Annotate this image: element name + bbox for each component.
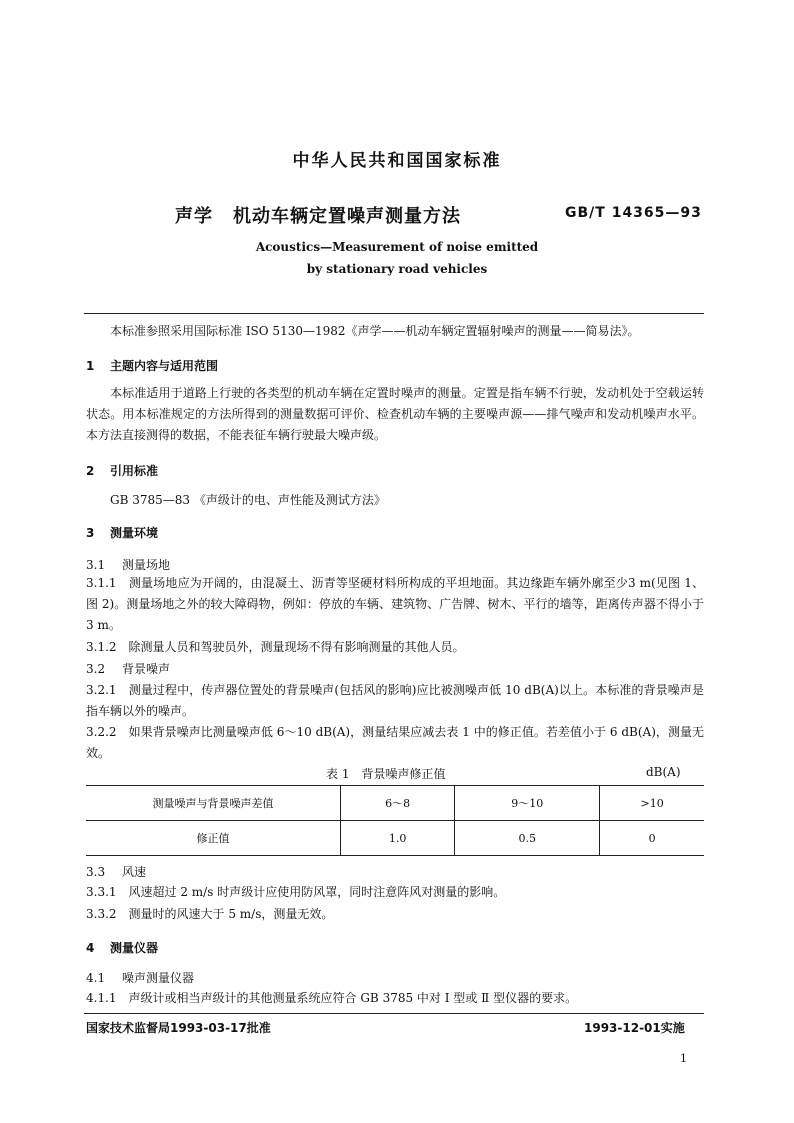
title-part-b: 机动车辆定置噪声测量方法 xyxy=(233,206,461,227)
subsection-3-3-heading xyxy=(86,863,146,880)
intro-paragraph: 本标准参照采用国际标准 ISO 5130—1982《声学——机动车辆定置辐射噪声的测量——简易法》。 xyxy=(110,324,640,338)
clause-3-2-2: 3.2.2 如果背景噪声比测量噪声低 6～10 dB(A)，测量结果应减去表 1 中的修正值。若差值小于 6 dB(A)，测量无效。 xyxy=(86,725,704,760)
subsection-number: 3.1 xyxy=(86,558,106,572)
referenced-standard: GB 3785—83 《声级计的电、声性能及测试方法》 xyxy=(110,493,386,507)
subsection-title: 背景噪声 xyxy=(122,662,171,676)
section-number: 3 xyxy=(86,526,95,540)
clause-4-1-1: 4.1.1 声级计或相当声级计的其他测量系统应符合 GB 3785 中对 Ⅰ 型或 Ⅱ 型仪器的要求。 xyxy=(86,991,578,1005)
standard-code: GB/T 14365—93 xyxy=(565,205,702,221)
section-title: 测量仪器 xyxy=(110,941,159,955)
section-3-heading xyxy=(86,524,158,541)
table-cell: 6～8 xyxy=(341,786,455,821)
section-number: 4 xyxy=(86,941,95,955)
section-2-heading xyxy=(86,462,158,479)
table-cell: 9～10 xyxy=(455,786,600,821)
table-cell: 1.0 xyxy=(341,821,455,856)
section-title: 测量环境 xyxy=(110,526,159,540)
section-title: 主题内容与适用范围 xyxy=(110,359,219,373)
section-4-heading xyxy=(86,939,158,956)
table-cell: 测量噪声与背景噪声差值 xyxy=(86,786,341,821)
subsection-number: 3.2 xyxy=(86,662,106,676)
subsection-4-1-heading xyxy=(86,969,194,986)
table-1-caption: 表 1 背景噪声修正值 xyxy=(326,767,446,781)
section-number: 2 xyxy=(86,464,95,478)
subsection-title: 噪声测量仪器 xyxy=(122,971,195,985)
table-row xyxy=(86,821,704,856)
english-title-line2: by stationary road vehicles xyxy=(306,262,488,276)
table-row xyxy=(86,786,704,821)
clause-3-1-1: 3.1.1 测量场地应为开阔的，由混凝土、沥青等坚硬材料所构成的平坦地面。其边缘距车辆外廓至少3 m(见图 1、图 2)。测量场地之外的较大障碍物，例如：停放的车辆、建筑物、广告牌、树木、平行的墙等，距离传声器不得小于 3 m。 xyxy=(86,576,704,632)
table-1-unit: dB(A) xyxy=(646,765,681,779)
table-cell: 0.5 xyxy=(455,821,600,856)
table-cell: 修正值 xyxy=(86,821,341,856)
clause-3-3-1: 3.3.1 风速超过 2 m/s 时声级计应使用防风罩，同时注意阵风对测量的影响。 xyxy=(86,885,506,899)
subsection-3-2-heading xyxy=(86,660,170,677)
document-title xyxy=(175,202,461,228)
section-title: 引用标准 xyxy=(110,464,159,478)
english-title-line1: Acoustics—Measurement of noise emitted xyxy=(255,240,539,254)
clause-3-1-2: 3.1.2 除测量人员和驾驶员外，测量现场不得有影响测量的其他人员。 xyxy=(86,640,465,654)
section-number: 1 xyxy=(86,359,95,373)
approval-info: 国家技术监督局1993-03-17批准 xyxy=(86,1021,271,1035)
section-1-heading xyxy=(86,357,218,374)
subsection-title: 风速 xyxy=(122,865,147,879)
clause-3-3-2: 3.3.2 测量时的风速大于 5 m/s，测量无效。 xyxy=(86,907,334,921)
subsection-number: 4.1 xyxy=(86,971,106,985)
effective-date: 1993-12-01实施 xyxy=(584,1021,685,1035)
clause-3-2-1: 3.2.1 测量过程中，传声器位置处的背景噪声(包括风的影响)应比被测噪声低 10 dB(A)以上。本标准的背景噪声是指车辆以外的噪声。 xyxy=(86,683,704,718)
table-cell: 0 xyxy=(600,821,704,856)
table-cell: >10 xyxy=(600,786,704,821)
footer-divider xyxy=(84,1013,704,1014)
subsection-3-1-heading xyxy=(86,556,170,573)
section-1-body: 本标准适用于道路上行驶的各类型的机动车辆在定置时噪声的测量。定置是指车辆不行驶，发动机处于空载运转状态。用本标准规定的方法所得到的测量数据可评价、检查机动车辆的主要噪声源——排气噪声和发动机噪声水平。本方法直接测得的数据，不能表征车辆行驶最大噪声级。 xyxy=(86,386,704,442)
national-standard-heading: 中华人民共和国国家标准 xyxy=(292,151,502,171)
header-divider xyxy=(84,313,704,314)
page-number: 1 xyxy=(680,1052,687,1065)
subsection-title: 测量场地 xyxy=(122,558,171,572)
correction-table xyxy=(86,785,704,856)
subsection-number: 3.3 xyxy=(86,865,106,879)
title-part-a: 声学 xyxy=(175,206,213,227)
